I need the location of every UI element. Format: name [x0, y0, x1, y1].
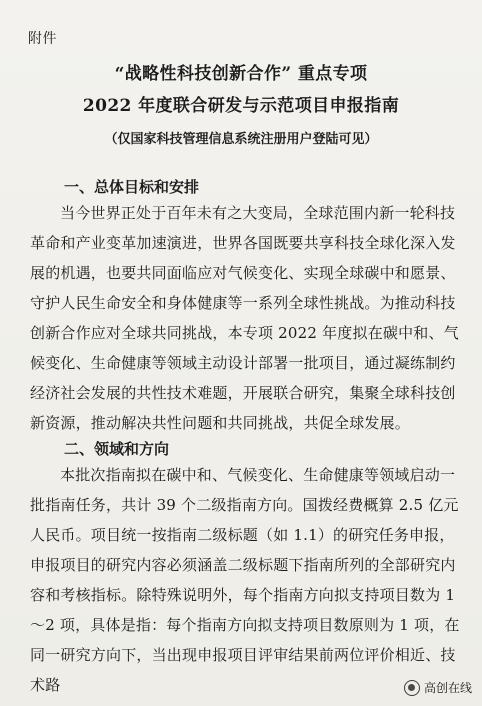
document-subtitle: （仅国家科技管理信息系统注册用户登陆可见） — [104, 132, 378, 147]
section-heading-fields-and-directions: 二、领域和方向 — [64, 440, 170, 458]
watermark-logo-icon — [404, 680, 420, 696]
watermark-text: 高创在线 — [423, 681, 472, 695]
document-title-line2: 2022 年度联合研发与示范项目申报指南 — [82, 96, 400, 116]
watermark — [404, 679, 472, 696]
document-title-line1: “战略性科技创新合作” 重点专项 — [114, 64, 368, 84]
section-paragraph-fields-and-directions: 本批次指南拟在碳中和、气候变化、生命健康等领域启动一批指南任务，共计 39 个二级指南方向。国拨经费概算 2.5 亿元人民币。项目统一按指南二级标题（如 1.1）的研究任务申报，申报项目的研究内容必须涵盖二级标题下指南所列的全部研究内容和考核指标。除特殊说明外，每个指南方向拟支持项目数为 1～2 项，具体是指：每个指南方向拟支持项目数原则为 1 项，在同一研究方向下，当出现申报项目评审结果前两位评价相近、技术路 — [30, 466, 460, 694]
section-paragraph-overall-goals: 当今世界正处于百年未有之大变局，全球范围内新一轮科技革命和产业变革加速演进，世界各国既要共享科技全球化深入发展的机遇，也要共同面临应对气候变化、实现全球碳中和愿景、守护人民生命安全和身体健康等一系列全球性挑战。为推动科技创新合作应对全球共同挑战，本专项 2022 年度拟在碳中和、气候变化、生命健康等领域主动设计部署一批项目，通过凝练制约经济社会发展的共性技术难题，开展联合研究，集聚全球科技创新资源，推动解决共性问题和共同挑战，共促全球发展。 — [30, 204, 459, 432]
section-heading-overall-goals: 一、总体目标和安排 — [64, 178, 200, 196]
annex-label: 附件 — [28, 31, 57, 47]
